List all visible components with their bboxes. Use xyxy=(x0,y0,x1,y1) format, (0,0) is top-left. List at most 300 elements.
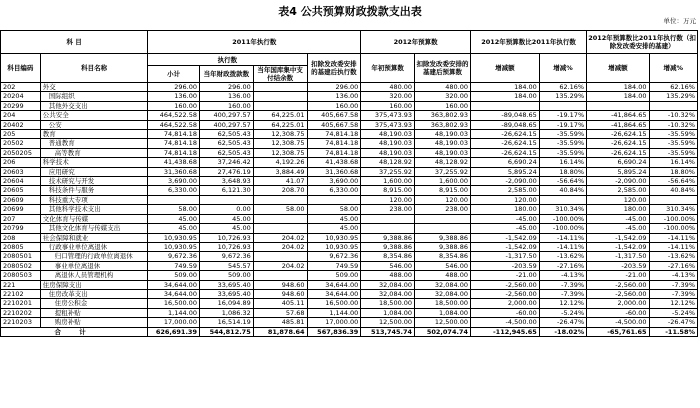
total-label: 合 计 xyxy=(1,327,148,336)
row-value: 10,930.95 xyxy=(148,233,200,242)
row-value: 58.00 xyxy=(253,205,307,214)
row-value xyxy=(470,101,539,110)
row-value: -1,542.09 xyxy=(470,242,539,251)
header-exec-group: 执行数 xyxy=(148,54,307,66)
table-row xyxy=(1,195,698,204)
row-value: -89,048.65 xyxy=(470,111,539,120)
row-value: 16.14% xyxy=(649,158,698,167)
row-value: -35.59% xyxy=(649,148,698,157)
row-value xyxy=(253,224,307,233)
row-value: -19.17% xyxy=(539,120,586,129)
table-row xyxy=(1,158,698,167)
row-name: 其他科学技术支出 xyxy=(40,205,148,214)
row-value: 160.00 xyxy=(199,101,253,110)
row-name: 公共安全 xyxy=(40,111,148,120)
row-value: 45.00 xyxy=(307,214,361,223)
row-value: 6,121.30 xyxy=(199,186,253,195)
row-value: -13.62% xyxy=(539,252,586,261)
table-row xyxy=(1,308,698,317)
table-row xyxy=(1,83,698,92)
header-increase-pct-2: 增减% xyxy=(649,54,698,83)
row-value: 3,690.00 xyxy=(148,177,200,186)
row-code: 20603 xyxy=(1,167,41,176)
row-value xyxy=(307,195,361,204)
row-value: -26,624.15 xyxy=(587,139,649,148)
row-value: 32,084.00 xyxy=(361,280,415,289)
row-value: -2,090.00 xyxy=(587,177,649,186)
row-value: 204.02 xyxy=(253,242,307,251)
row-value: 48,128.92 xyxy=(415,158,471,167)
row-value: -1,542.09 xyxy=(587,233,649,242)
table-row xyxy=(1,148,698,157)
row-value: 45.00 xyxy=(199,224,253,233)
row-code: 208 xyxy=(1,233,41,242)
row-name: 住房保障支出 xyxy=(40,280,148,289)
row-value: -26.47% xyxy=(649,318,698,327)
row-value: 1,084.00 xyxy=(361,308,415,317)
row-value: 160.00 xyxy=(415,101,471,110)
row-value: 405,667.58 xyxy=(307,120,361,129)
row-value: 12,500.00 xyxy=(415,318,471,327)
row-value: -100.00% xyxy=(649,224,698,233)
row-name: 其他外交支出 xyxy=(40,101,148,110)
row-value: -14.11% xyxy=(649,242,698,251)
row-name: 高等教育 xyxy=(40,148,148,157)
row-value: 238.00 xyxy=(361,205,415,214)
table-row xyxy=(1,130,698,139)
row-value: -4.13% xyxy=(649,271,698,280)
row-value: 4,192.26 xyxy=(253,158,307,167)
table-row xyxy=(1,139,698,148)
row-code: 206 xyxy=(1,158,41,167)
row-code: 20799 xyxy=(1,224,41,233)
row-value: 58.00 xyxy=(148,205,200,214)
row-value: 2,585.00 xyxy=(470,186,539,195)
row-value: 488.00 xyxy=(415,271,471,280)
row-value: 10,930.95 xyxy=(307,233,361,242)
row-value: 10,726.93 xyxy=(199,242,253,251)
row-value: 238.00 xyxy=(415,205,471,214)
budget-table xyxy=(0,30,698,337)
row-value: -45.00 xyxy=(587,214,649,223)
row-code: 2080501 xyxy=(1,252,41,261)
total-value: 81,878.64 xyxy=(253,327,307,336)
row-value: 57.68 xyxy=(253,308,307,317)
row-value: -26,624.15 xyxy=(587,148,649,157)
row-value: 37,255.92 xyxy=(415,167,471,176)
row-value: 184.00 xyxy=(470,92,539,101)
row-code: 207 xyxy=(1,214,41,223)
row-value: 1,144.00 xyxy=(148,308,200,317)
row-value: 375,473.93 xyxy=(361,111,415,120)
row-value: 3,884.49 xyxy=(253,167,307,176)
row-value: -35.59% xyxy=(649,130,698,139)
row-value: 375,473.93 xyxy=(361,120,415,129)
row-code: 20605 xyxy=(1,186,41,195)
row-value: 545.57 xyxy=(199,261,253,270)
row-value: 5,895.24 xyxy=(470,167,539,176)
total-value: 513,745.74 xyxy=(361,327,415,336)
row-value xyxy=(649,195,698,204)
row-name: 科技重大专项 xyxy=(40,195,148,204)
row-value: 74,814.18 xyxy=(307,148,361,157)
row-value: -4,500.00 xyxy=(587,318,649,327)
row-name: 教育 xyxy=(40,130,148,139)
row-name: 离退休人员管理机构 xyxy=(40,271,148,280)
row-value: -45.00 xyxy=(587,224,649,233)
row-value: 48,190.03 xyxy=(415,139,471,148)
row-code: 20604 xyxy=(1,177,41,186)
row-value: 12,308.75 xyxy=(253,130,307,139)
row-code: 20609 xyxy=(1,195,41,204)
row-value: -1,317.50 xyxy=(587,252,649,261)
row-name: 文化体育与传媒 xyxy=(40,214,148,223)
row-code: 2080503 xyxy=(1,271,41,280)
row-value: 180.00 xyxy=(587,205,649,214)
row-name: 应用研究 xyxy=(40,167,148,176)
row-value: 1,086.32 xyxy=(199,308,253,317)
row-value: 2,000.00 xyxy=(470,299,539,308)
row-value: 10,726.93 xyxy=(199,233,253,242)
row-value: 33,695.40 xyxy=(199,289,253,298)
row-value: 74,814.18 xyxy=(307,130,361,139)
row-value: 184.00 xyxy=(587,83,649,92)
row-value: 480.00 xyxy=(361,83,415,92)
row-value: 9,388.86 xyxy=(361,233,415,242)
row-value: 1,600.00 xyxy=(361,177,415,186)
row-value: -4,500.00 xyxy=(470,318,539,327)
row-value: 16,514.19 xyxy=(199,318,253,327)
table-row xyxy=(1,318,698,327)
row-value: 37,255.92 xyxy=(361,167,415,176)
header-compare-exclude: 2012年预算数比2011年执行数（扣除发改委安排的基建） xyxy=(587,31,698,54)
row-code: 221 xyxy=(1,280,41,289)
row-code: 2050205 xyxy=(1,148,41,157)
row-value: 204.02 xyxy=(253,233,307,242)
row-value xyxy=(199,195,253,204)
table-row xyxy=(1,252,698,261)
row-value: 5,895.24 xyxy=(587,167,649,176)
table-row xyxy=(1,214,698,223)
row-code: 204 xyxy=(1,111,41,120)
row-value: 400,297.57 xyxy=(199,120,253,129)
row-value: 464,522.58 xyxy=(148,120,200,129)
row-value: -203.59 xyxy=(587,261,649,270)
row-value: 48,190.03 xyxy=(361,148,415,157)
table-row xyxy=(1,167,698,176)
row-name: 其他文化体育与传媒支出 xyxy=(40,224,148,233)
row-value xyxy=(539,101,586,110)
row-value: -7.39% xyxy=(649,280,698,289)
row-value: 204.02 xyxy=(253,261,307,270)
row-value: 17,000.00 xyxy=(148,318,200,327)
row-value: -7.39% xyxy=(649,289,698,298)
unit-label: 单位：万元 xyxy=(663,17,696,25)
row-value: 8,354.86 xyxy=(415,252,471,261)
row-value: 363,802.93 xyxy=(415,111,471,120)
row-value: 9,672.36 xyxy=(148,252,200,261)
row-value: 48,128.92 xyxy=(361,158,415,167)
row-value: -7.39% xyxy=(539,289,586,298)
table-row xyxy=(1,233,698,242)
row-value: 74,814.18 xyxy=(148,130,200,139)
row-value xyxy=(253,214,307,223)
row-code: 20204 xyxy=(1,92,41,101)
row-value: -56.64% xyxy=(649,177,698,186)
row-value: -1,317.50 xyxy=(470,252,539,261)
row-value: 12.12% xyxy=(539,299,586,308)
header-subtotal: 小计 xyxy=(148,66,200,83)
row-value: -100.00% xyxy=(539,224,586,233)
row-value: -10.32% xyxy=(649,120,698,129)
total-value: -11.58% xyxy=(649,327,698,336)
row-value: 34,644.00 xyxy=(148,289,200,298)
row-value: 18,500.00 xyxy=(415,299,471,308)
row-value: 32,084.00 xyxy=(415,280,471,289)
row-value: 120.00 xyxy=(470,195,539,204)
row-value: 749.59 xyxy=(148,261,200,270)
row-value: 160.00 xyxy=(361,101,415,110)
row-code: 2210203 xyxy=(1,318,41,327)
row-value: -5.24% xyxy=(649,308,698,317)
row-value: 62.16% xyxy=(649,83,698,92)
row-value: -27.16% xyxy=(649,261,698,270)
row-value: 948.60 xyxy=(253,289,307,298)
row-value: -45.00 xyxy=(470,214,539,223)
row-value: 9,388.86 xyxy=(415,242,471,251)
row-value xyxy=(415,224,471,233)
row-name: 提租补贴 xyxy=(40,308,148,317)
row-value: 1,144.00 xyxy=(307,308,361,317)
row-value: 62,505.43 xyxy=(199,148,253,157)
row-name: 行政事业单位离退休 xyxy=(40,242,148,251)
row-value: 480.00 xyxy=(415,83,471,92)
row-value: 40.84% xyxy=(649,186,698,195)
header-compare-exec: 2012年预算数比2011年执行数 xyxy=(470,31,586,54)
row-value: 64,225.01 xyxy=(253,120,307,129)
row-value: 45.00 xyxy=(199,214,253,223)
row-value xyxy=(253,92,307,101)
row-value: 120.00 xyxy=(415,195,471,204)
row-name: 技术研究与开发 xyxy=(40,177,148,186)
table-row xyxy=(1,92,698,101)
row-value xyxy=(253,101,307,110)
row-value: 41,438.68 xyxy=(148,158,200,167)
row-value: 3,648.93 xyxy=(199,177,253,186)
header-treasury-balance: 当年国库集中支付结余数 xyxy=(253,66,307,83)
row-value: 136.00 xyxy=(307,92,361,101)
row-value: 48,190.03 xyxy=(415,130,471,139)
row-value: -26,624.15 xyxy=(470,148,539,157)
row-value: 62.16% xyxy=(539,83,586,92)
row-value: 48,190.03 xyxy=(361,139,415,148)
row-value: 58.00 xyxy=(307,205,361,214)
row-value: 3,690.00 xyxy=(307,177,361,186)
total-row xyxy=(1,327,698,336)
row-value: 32,084.00 xyxy=(415,289,471,298)
row-value: 509.00 xyxy=(148,271,200,280)
row-value: 464,522.58 xyxy=(148,111,200,120)
row-value: 27,476.19 xyxy=(199,167,253,176)
row-value: 45.00 xyxy=(148,214,200,223)
header-increase-pct-1: 增减% xyxy=(539,54,586,83)
row-value: -14.11% xyxy=(539,233,586,242)
row-value: -26.47% xyxy=(539,318,586,327)
row-value: 10,930.95 xyxy=(307,242,361,251)
row-value: -100.00% xyxy=(649,214,698,223)
row-code: 202 xyxy=(1,83,41,92)
row-value: 31,360.68 xyxy=(307,167,361,176)
row-value: 160.00 xyxy=(148,101,200,110)
row-value: -35.59% xyxy=(649,139,698,148)
row-value: 136.00 xyxy=(148,92,200,101)
row-value: 12,308.75 xyxy=(253,148,307,157)
row-value: 488.00 xyxy=(361,271,415,280)
row-value: -13.62% xyxy=(649,252,698,261)
row-value: 34,644.00 xyxy=(307,289,361,298)
table-row xyxy=(1,205,698,214)
row-code: 20699 xyxy=(1,205,41,214)
row-value: 16.14% xyxy=(539,158,586,167)
header-subject: 科 目 xyxy=(1,31,148,54)
row-value: 9,672.36 xyxy=(307,252,361,261)
row-value xyxy=(587,101,649,110)
total-value: -65,761.65 xyxy=(587,327,649,336)
row-name: 事业单位离退休 xyxy=(40,261,148,270)
row-value: 48,190.03 xyxy=(361,130,415,139)
row-value: -100.00% xyxy=(539,214,586,223)
row-value: 0.00 xyxy=(199,205,253,214)
row-value: 74,814.18 xyxy=(148,148,200,157)
row-value: 749.59 xyxy=(307,261,361,270)
row-value: -2,560.00 xyxy=(470,289,539,298)
row-value: 45.00 xyxy=(307,224,361,233)
row-name: 普通教育 xyxy=(40,139,148,148)
header-code: 科目编码 xyxy=(1,54,41,83)
row-value: 135.29% xyxy=(539,92,586,101)
header-budget-2012: 2012年预算数 xyxy=(361,31,471,54)
row-value xyxy=(253,83,307,92)
row-value: 12,308.75 xyxy=(253,139,307,148)
row-value: 405.11 xyxy=(253,299,307,308)
row-value: -45.00 xyxy=(470,224,539,233)
row-value: 546.00 xyxy=(415,261,471,270)
row-value: 6,330.00 xyxy=(148,186,200,195)
row-value: 136.00 xyxy=(199,92,253,101)
row-value: -56.64% xyxy=(539,177,586,186)
row-value: -203.59 xyxy=(470,261,539,270)
row-name: 公安 xyxy=(40,120,148,129)
row-name: 外交 xyxy=(40,83,148,92)
header-initial-budget: 年初预算数 xyxy=(361,54,415,83)
header-exec-2011: 2011年执行数 xyxy=(148,31,361,54)
row-name: 科学技术 xyxy=(40,158,148,167)
row-name: 住房公积金 xyxy=(40,299,148,308)
row-value: 485.81 xyxy=(253,318,307,327)
row-value: 74,814.18 xyxy=(148,139,200,148)
row-value: 33,695.40 xyxy=(199,280,253,289)
row-code: 20299 xyxy=(1,101,41,110)
row-code: 205 xyxy=(1,130,41,139)
row-value: 320.00 xyxy=(415,92,471,101)
row-value: 296.00 xyxy=(307,83,361,92)
row-value: 62,505.43 xyxy=(199,130,253,139)
row-value xyxy=(649,101,698,110)
header-exclude-base-budget: 扣除发改委安排的基建后预算数 xyxy=(415,54,471,83)
table-row xyxy=(1,280,698,289)
total-value: 626,691.39 xyxy=(148,327,200,336)
row-value: 32,084.00 xyxy=(361,289,415,298)
row-value: 37,246.42 xyxy=(199,158,253,167)
row-value: 74,814.18 xyxy=(307,139,361,148)
row-value: 509.00 xyxy=(199,271,253,280)
row-code: 20402 xyxy=(1,120,41,129)
row-value: 400,297.57 xyxy=(199,111,253,120)
row-value xyxy=(253,271,307,280)
row-value: 160.00 xyxy=(307,101,361,110)
row-value: -14.11% xyxy=(649,233,698,242)
row-value: 12,500.00 xyxy=(361,318,415,327)
row-value: 320.00 xyxy=(361,92,415,101)
row-value: 12.12% xyxy=(649,299,698,308)
table-row xyxy=(1,177,698,186)
row-value: 18.80% xyxy=(539,167,586,176)
page-title: 表4 公共预算财政拨款支出表 xyxy=(278,5,422,18)
header-current-finance: 当年财政拨款数 xyxy=(199,66,253,83)
row-value: -19.17% xyxy=(539,111,586,120)
row-name: 科技条件与服务 xyxy=(40,186,148,195)
row-value: 45.00 xyxy=(148,224,200,233)
row-value: -2,090.00 xyxy=(470,177,539,186)
row-value: 62,505.43 xyxy=(199,139,253,148)
row-value xyxy=(539,195,586,204)
row-value: 1,600.00 xyxy=(415,177,471,186)
row-value: 180.00 xyxy=(470,205,539,214)
row-code: 22102 xyxy=(1,289,41,298)
row-value: 6,330.00 xyxy=(307,186,361,195)
table-row xyxy=(1,242,698,251)
total-value: 502,074.74 xyxy=(415,327,471,336)
row-value: -1,542.09 xyxy=(587,242,649,251)
row-value: 948.60 xyxy=(253,280,307,289)
row-value: -5.24% xyxy=(539,308,586,317)
row-value: -41,864.65 xyxy=(587,120,649,129)
row-value: 41,438.68 xyxy=(307,158,361,167)
row-value: 184.00 xyxy=(587,92,649,101)
row-value: 135.29% xyxy=(649,92,698,101)
table-row xyxy=(1,101,698,110)
row-value: -60.00 xyxy=(470,308,539,317)
row-value: 16,500.00 xyxy=(307,299,361,308)
row-value: 9,388.86 xyxy=(415,233,471,242)
row-value: 6,690.24 xyxy=(587,158,649,167)
row-value: -21.00 xyxy=(470,271,539,280)
table-row xyxy=(1,111,698,120)
row-value: 509.00 xyxy=(307,271,361,280)
row-value: -21.00 xyxy=(587,271,649,280)
row-name: 购房补贴 xyxy=(40,318,148,327)
row-value: -1,542.09 xyxy=(470,233,539,242)
row-value: -26,624.15 xyxy=(470,130,539,139)
total-value: 567,836.39 xyxy=(307,327,361,336)
row-value: -27.16% xyxy=(539,261,586,270)
row-value: 546.00 xyxy=(361,261,415,270)
row-value: -41,864.65 xyxy=(587,111,649,120)
row-value: 2,585.00 xyxy=(587,186,649,195)
row-value: 31,360.68 xyxy=(148,167,200,176)
row-value: 120.00 xyxy=(587,195,649,204)
table-row xyxy=(1,224,698,233)
